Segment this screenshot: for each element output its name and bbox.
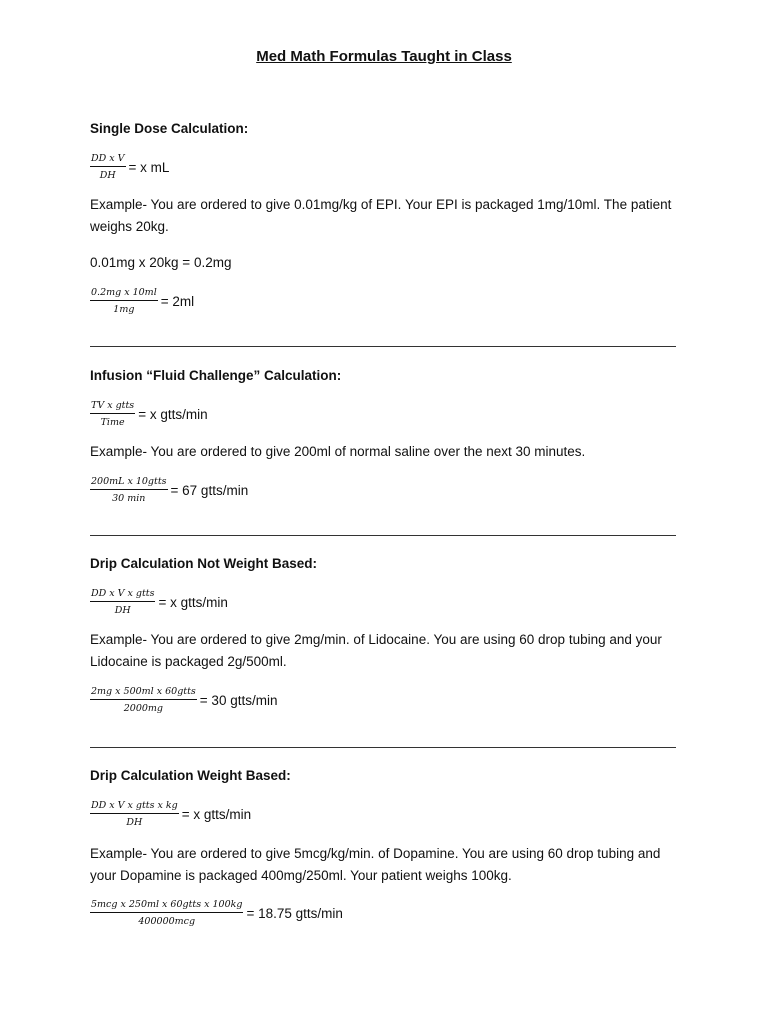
solution-drip-not-weight — [90, 686, 277, 714]
solution-numerator: 200mL x 10gtts — [90, 476, 168, 490]
solution-single-dose — [90, 287, 194, 315]
formula-denominator: Time — [100, 417, 125, 428]
formula-numerator: DD x V x gtts x kg — [90, 800, 179, 814]
section-divider — [90, 535, 676, 536]
solution-denominator: 1mg — [113, 304, 135, 315]
solution-fraction — [90, 686, 197, 714]
solution-denominator: 30 min — [112, 493, 146, 504]
solution-result: = 18.75 gtts/min — [246, 905, 343, 921]
solution-result: = 2ml — [160, 293, 195, 309]
solution-denominator: 400000mcg — [138, 916, 196, 927]
formula-result: = x gtts/min — [138, 406, 208, 422]
formula-fraction — [90, 153, 126, 181]
solution-drip-weight — [90, 899, 343, 927]
solution-fluid-challenge — [90, 476, 248, 504]
formula-fraction — [90, 800, 179, 828]
formula-fraction — [90, 400, 135, 428]
example-text: Example- You are ordered to give 2mg/min. of Lidocaine. You are using 60 drop tubing and your Lidocaine is packaged 2g/500ml. — [90, 632, 662, 669]
solution-result: = 67 gtts/min — [170, 482, 249, 498]
section-divider — [90, 346, 676, 347]
section-heading-fluid-challenge: Infusion “Fluid Challenge” Calculation: — [90, 368, 342, 383]
solution-numerator: 0.2mg x 10ml — [90, 287, 158, 301]
solution-fraction — [90, 899, 243, 927]
formula-fluid-challenge — [90, 400, 208, 428]
section-divider — [90, 747, 676, 748]
section-heading-drip-not-weight: Drip Calculation Not Weight Based: — [90, 556, 318, 571]
example-text: Example- You are ordered to give 0.01mg/kg of EPI. Your EPI is packaged 1mg/10ml. The patient weighs 20kg. — [90, 197, 672, 234]
solution-numerator: 2mg x 500ml x 60gtts — [90, 686, 197, 700]
formula-drip-not-weight — [90, 588, 228, 616]
example-text: Example- You are ordered to give 200ml of normal saline over the next 30 minutes. — [90, 444, 586, 459]
formula-numerator: DD x V x gtts — [90, 588, 155, 602]
formula-result: = x mL — [128, 159, 170, 175]
example-text: Example- You are ordered to give 5mcg/kg/min. of Dopamine. You are using 60 drop tubing and your Dopamine is packaged 400mg/250ml. Your patient weighs 100kg. — [90, 846, 661, 883]
section-heading-drip-weight: Drip Calculation Weight Based: — [90, 768, 291, 783]
formula-numerator: DD x V — [90, 153, 126, 167]
formula-denominator: DH — [126, 817, 143, 828]
formula-result: = x gtts/min — [158, 594, 228, 610]
formula-numerator: TV x gtts — [90, 400, 135, 414]
solution-denominator: 2000mg — [123, 703, 164, 714]
calculation-step: 0.01mg x 20kg = 0.2mg — [90, 255, 232, 270]
section-heading-single-dose: Single Dose Calculation: — [90, 121, 249, 136]
solution-fraction — [90, 287, 158, 315]
formula-fraction — [90, 588, 155, 616]
solution-fraction — [90, 476, 168, 504]
formula-denominator: DH — [114, 605, 131, 616]
formula-drip-weight — [90, 800, 251, 828]
formula-result: = x gtts/min — [181, 806, 252, 822]
formula-single-dose — [90, 153, 169, 181]
page-title: Med Math Formulas Taught in Class — [256, 48, 512, 65]
formula-denominator: DH — [99, 170, 116, 181]
solution-result: = 30 gtts/min — [199, 692, 278, 708]
solution-numerator: 5mcg x 250ml x 60gtts x 100kg — [90, 899, 243, 913]
